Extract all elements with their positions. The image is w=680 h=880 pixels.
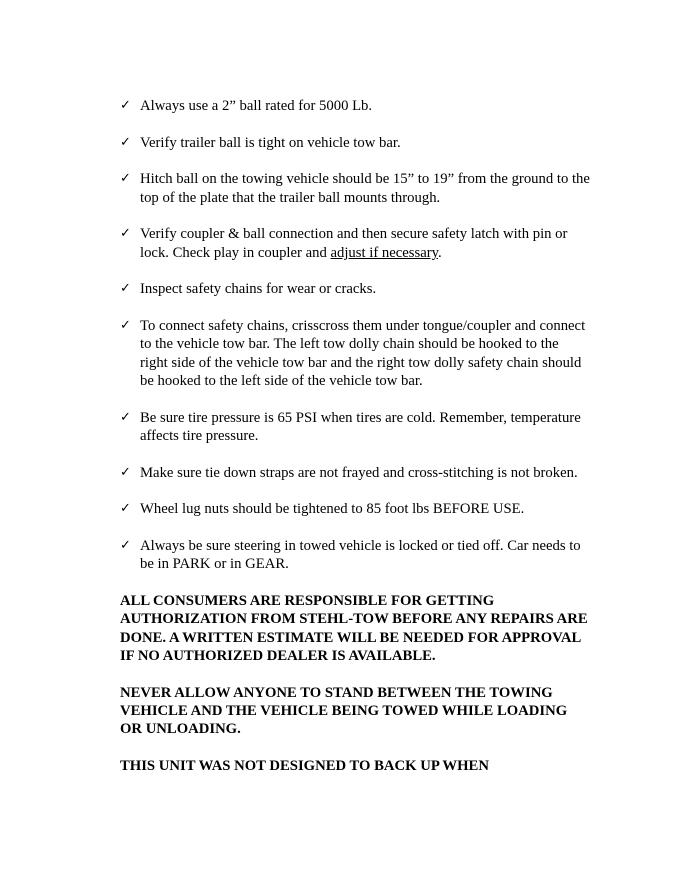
checklist-item-text: To connect safety chains, crisscross them under tongue/coupler and connect to the vehicle tow bar. The left tow dolly chain should be hooked to the right side of the vehicle tow bar and the right tow dolly safety chain should be hooked to the left side of the vehicle tow bar. (140, 318, 586, 389)
checkmark-icon: ✓ (120, 464, 131, 480)
loading-safety-warning: NEVER ALLOW ANYONE TO STAND BETWEEN THE TOWING VEHICLE AND THE VEHICLE BEING TOWED WHILE LOADING OR UNLOADING. (120, 684, 568, 738)
checklist-item-text: Make sure tie down straps are not frayed and cross-stitching is not broken. (140, 464, 578, 481)
checklist-item (120, 170, 590, 207)
checklist-item-text: Wheel lug nuts should be tightened to 85 foot lbs BEFORE USE. (140, 501, 525, 518)
checklist-item-text: Hitch ball on the towing vehicle should be 15” to 19” from the ground to the top of the plate that the trailer ball mounts through. (140, 171, 590, 206)
checklist-item-text: Inspect safety chains for wear or cracks. (140, 281, 377, 298)
checklist-item-text-end: . (438, 244, 442, 261)
authorization-warning: ALL CONSUMERS ARE RESPONSIBLE FOR GETTING AUTHORIZATION FROM STEHL-TOW BEFORE ANY REPAIRS ARE DONE. A WRITTEN ESTIMATE WILL BE NEEDED FOR APPROVAL IF NO AUTHORIZED DEALER IS AVAILABLE. (120, 592, 588, 664)
checklist-item-text: Verify trailer ball is tight on vehicle tow bar. (140, 134, 401, 151)
safety-checklist (120, 97, 590, 574)
checklist-item-text: Verify coupler & ball connection and then secure safety latch with pin or lock. Check play in coupler and (140, 226, 568, 261)
back-up-warning: THIS UNIT WAS NOT DESIGNED TO BACK UP WHEN (120, 757, 489, 774)
checkmark-icon: ✓ (120, 171, 131, 187)
document-page (120, 97, 590, 794)
checkmark-icon: ✓ (120, 318, 131, 334)
checklist-item (120, 225, 590, 262)
checklist-item-text: Always be sure steering in towed vehicle is locked or tied off. Car needs to be in PARK or in GEAR. (140, 537, 581, 573)
checkmark-icon: ✓ (120, 226, 131, 242)
checklist-item-text: Be sure tire pressure is 65 PSI when tires are cold. Remember, temperature affects tire pressure. (140, 409, 581, 444)
checkmark-icon: ✓ (120, 409, 131, 425)
checkmark-icon: ✓ (120, 134, 131, 150)
checklist-item (120, 317, 590, 390)
checklist-item (120, 409, 590, 446)
checkmark-icon: ✓ (120, 281, 131, 297)
checkmark-icon: ✓ (120, 98, 131, 113)
checklist-item (120, 134, 590, 152)
checklist-item (120, 537, 590, 574)
adjust-if-necessary-link[interactable]: adjust if necessary (330, 244, 439, 261)
checklist-item-text: Always use a 2” ball rated for 5000 Lb. (140, 98, 373, 114)
checklist-item (120, 97, 590, 115)
checkmark-icon: ✓ (120, 501, 131, 517)
checklist-item (120, 280, 590, 298)
checklist-item (120, 464, 590, 482)
checkmark-icon: ✓ (120, 537, 131, 553)
checklist-item (120, 500, 590, 518)
